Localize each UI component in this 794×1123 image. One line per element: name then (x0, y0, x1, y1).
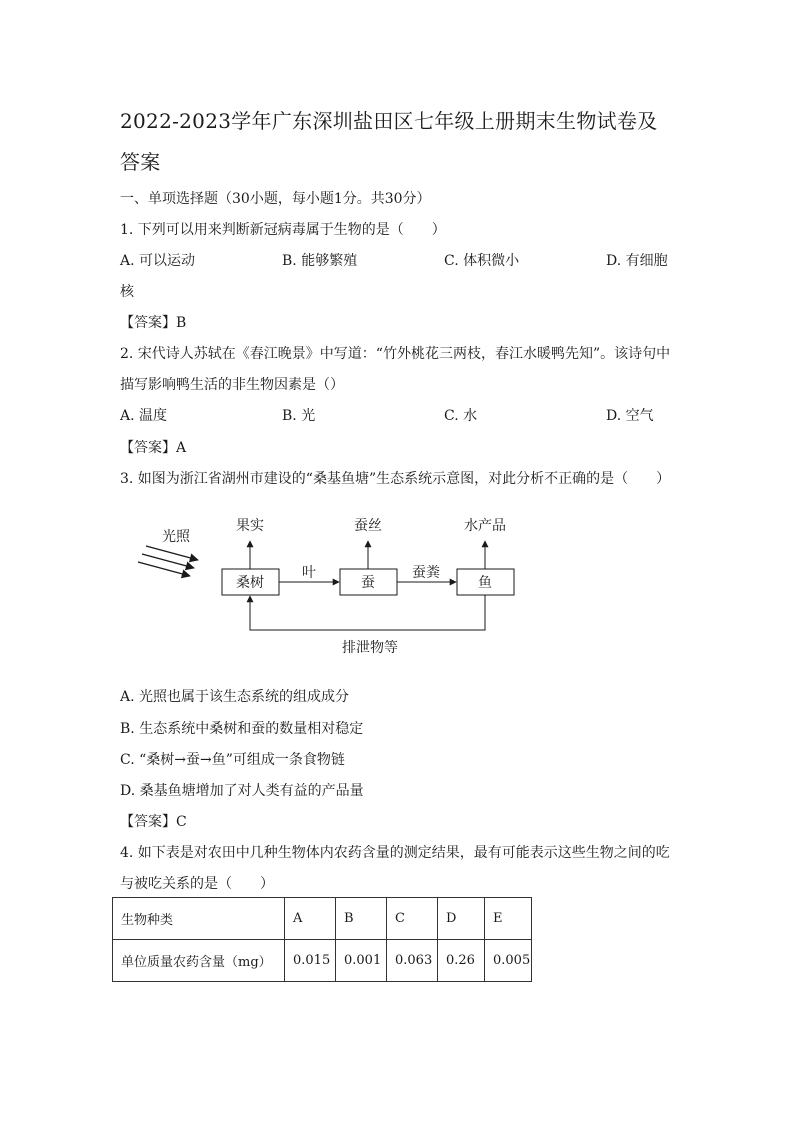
doc-title-line1: 2022-2023学年广东深圳盐田区七年级上册期末生物试卷及 (120, 109, 658, 133)
q1-option-d-cont: 核 (120, 284, 134, 300)
table-cell: B (336, 898, 387, 940)
aquatic-label: 水产品 (464, 518, 506, 534)
table-row (113, 940, 532, 982)
silkworm-label: 蚕 (361, 575, 375, 591)
droppings-label: 蚕粪 (412, 565, 440, 581)
q2-option-c: C. 水 (444, 408, 478, 424)
table-cell: 生物种类 (113, 898, 285, 940)
table-cell: 单位质量农药含量（mg） (113, 940, 285, 982)
table-cell: D (438, 898, 485, 940)
table-cell: 0.063 (387, 940, 438, 982)
table-cell: 0.26 (438, 940, 485, 982)
excreta-label: 排泄物等 (342, 640, 398, 656)
doc-title-line2: 答案 (120, 150, 161, 174)
q3-option-d: D. 桑基鱼塘增加了对人类有益的产品量 (120, 783, 364, 799)
excreta-loop-arrow (250, 595, 485, 630)
q1-option-c: C. 体积微小 (444, 253, 520, 269)
q4-stem-line1: 4. 如下表是对农田中几种生物体内农药含量的测定结果，最有可能表示这些生物之间的吃 (120, 845, 670, 861)
q1-option-b: B. 能够繁殖 (282, 253, 358, 269)
q3-option-b: B. 生态系统中桑树和蚕的数量相对稳定 (120, 721, 364, 737)
light-label: 光照 (162, 529, 190, 545)
table-cell: E (485, 898, 532, 940)
fish-label: 鱼 (478, 575, 492, 591)
q2-option-a: A. 温度 (120, 408, 168, 424)
pesticide-table (112, 897, 532, 982)
table-cell: C (387, 898, 438, 940)
q3-stem: 3. 如图为浙江省湖州市建设的“桑基鱼塘”生态系统示意图，对此分析不正确的是（ ） (120, 471, 671, 487)
table-cell: 0.005 (485, 940, 532, 982)
fruit-label: 果实 (236, 518, 264, 534)
ecosystem-diagram (130, 508, 550, 668)
q1-option-d: D. 有细胞 (606, 253, 668, 269)
q3-answer: 【答案】C (120, 814, 187, 830)
light-ray-3 (138, 562, 190, 576)
q2-stem-line2: 描写影响鸭生活的非生物因素是（） (120, 377, 344, 393)
q3-option-a: A. 光照也属于该生态系统的组成成分 (120, 689, 350, 705)
section-heading: 一、单项选择题（30小题，每小题1分。共30分） (120, 191, 431, 207)
q3-option-c: C. “桑树→蚕→鱼”可组成一条食物链 (120, 752, 345, 768)
q1-option-a: A. 可以运动 (120, 253, 196, 269)
q1-answer: 【答案】B (120, 315, 187, 331)
table-row (113, 898, 532, 940)
light-ray-1 (146, 546, 198, 560)
q2-option-b: B. 光 (282, 408, 316, 424)
mulberry-label: 桑树 (236, 575, 264, 591)
table-cell: A (285, 898, 336, 940)
light-ray-2 (142, 554, 194, 568)
q2-stem-line1: 2. 宋代诗人苏轼在《春江晚景》中写道：“竹外桃花三两枝，春江水暖鸭先知”。该诗句中 (120, 346, 671, 362)
q4-stem-line2: 与被吃关系的是（ ） (120, 876, 274, 892)
q2-option-d: D. 空气 (606, 408, 654, 424)
q2-answer: 【答案】A (120, 440, 187, 456)
table-cell: 0.001 (336, 940, 387, 982)
q1-stem: 1. 下列可以用来判断新冠病毒属于生物的是（ ） (120, 222, 446, 238)
table-cell: 0.015 (285, 940, 336, 982)
silk-label: 蚕丝 (354, 518, 382, 534)
leaf-label: 叶 (302, 565, 316, 581)
